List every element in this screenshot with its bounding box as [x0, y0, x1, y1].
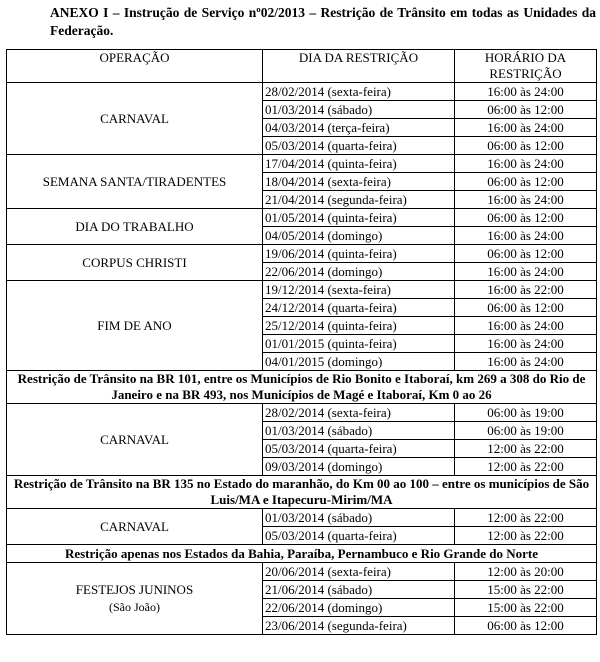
operation-cell	[7, 209, 263, 245]
restriction-hour-cell: 16:00 às 24:00	[455, 263, 597, 281]
restriction-day-cell: 23/06/2014 (segunda-feira)	[263, 617, 455, 635]
restriction-day-cell: 04/03/2014 (terça-feira)	[263, 119, 455, 137]
section-title-row	[7, 476, 597, 509]
restriction-day-cell: 01/03/2014 (sábado)	[263, 509, 455, 527]
restriction-day-cell: 01/03/2014 (sábado)	[263, 101, 455, 119]
restriction-hour-cell: 06:00 às 12:00	[455, 299, 597, 317]
restriction-hour-cell: 06:00 às 19:00	[455, 404, 597, 422]
restriction-day-cell: 05/03/2014 (quarta-feira)	[263, 440, 455, 458]
restriction-hour-cell: 06:00 às 12:00	[455, 209, 597, 227]
restriction-hour-cell: 06:00 às 12:00	[455, 617, 597, 635]
operation-cell	[7, 83, 263, 155]
restriction-hour-cell: 12:00 às 22:00	[455, 509, 597, 527]
restriction-day-cell: 22/06/2014 (domingo)	[263, 263, 455, 281]
operation-cell	[7, 281, 263, 371]
restriction-table	[6, 49, 597, 635]
section-title: Restrição de Trânsito na BR 101, entre os Municípios de Rio Bonito e Itaboraí, km 269 a 308 do Rio de Janeiro e na BR 493, nos Municípios de Magé e Itaboraí, Km 0 ao 26	[7, 371, 597, 404]
operation-cell	[7, 245, 263, 281]
operation-label: SEMANA SANTA/TIRADENTES	[42, 173, 227, 189]
table-header-row	[7, 50, 597, 83]
restriction-day-cell: 19/12/2014 (sexta-feira)	[263, 281, 455, 299]
restriction-day-cell: 22/06/2014 (domingo)	[263, 599, 455, 617]
column-header-dia: DIA DA RESTRIÇÃO	[263, 50, 455, 83]
table-row	[7, 404, 597, 422]
restriction-day-cell: 21/04/2014 (segunda-feira)	[263, 191, 455, 209]
document-heading: ANEXO I – Instrução de Serviço nº02/2013 – Restrição de Trânsito em todas as Unidades da Federação.	[50, 5, 596, 38]
restriction-day-cell: 05/03/2014 (quarta-feira)	[263, 527, 455, 545]
operation-label: CARNAVAL	[100, 518, 169, 534]
restriction-day-cell: 09/03/2014 (domingo)	[263, 458, 455, 476]
restriction-hour-cell: 15:00 às 22:00	[455, 581, 597, 599]
restriction-day-cell: 01/05/2014 (quinta-feira)	[263, 209, 455, 227]
restriction-hour-cell: 06:00 às 12:00	[455, 101, 597, 119]
table-row	[7, 563, 597, 581]
restriction-day-cell: 01/03/2014 (sábado)	[263, 422, 455, 440]
table-row	[7, 83, 597, 101]
restriction-hour-cell: 16:00 às 24:00	[455, 119, 597, 137]
table-row	[7, 509, 597, 527]
restriction-hour-cell: 16:00 às 24:00	[455, 335, 597, 353]
operation-sublabel: (São João)	[109, 600, 160, 614]
restriction-day-cell: 24/12/2014 (quarta-feira)	[263, 299, 455, 317]
restriction-hour-cell: 16:00 às 22:00	[455, 281, 597, 299]
table-row	[7, 209, 597, 227]
restriction-hour-cell: 06:00 às 12:00	[455, 137, 597, 155]
section-title-row	[7, 545, 597, 563]
operation-label: CARNAVAL	[100, 110, 169, 126]
restriction-hour-cell: 16:00 às 24:00	[455, 317, 597, 335]
table-row	[7, 281, 597, 299]
restriction-hour-cell: 12:00 às 22:00	[455, 527, 597, 545]
operation-label: DIA DO TRABALHO	[75, 218, 194, 234]
table-row	[7, 155, 597, 173]
restriction-day-cell: 28/02/2014 (sexta-feira)	[263, 404, 455, 422]
restriction-hour-cell: 12:00 às 20:00	[455, 563, 597, 581]
operation-cell	[7, 155, 263, 209]
section-title: Restrição de Trânsito na BR 135 no Estado do maranhão, do Km 00 ao 100 – entre os municípios de São Luis/MA e Itapecuru-Mirim/MA	[7, 476, 597, 509]
restriction-hour-cell: 16:00 às 24:00	[455, 191, 597, 209]
restriction-hour-cell: 06:00 às 12:00	[455, 173, 597, 191]
restriction-hour-cell: 12:00 às 22:00	[455, 458, 597, 476]
operation-cell	[7, 563, 263, 635]
operation-label: FESTEJOS JUNINOS	[75, 582, 194, 597]
restriction-hour-cell: 06:00 às 12:00	[455, 245, 597, 263]
restriction-day-cell: 28/02/2014 (sexta-feira)	[263, 83, 455, 101]
operation-label: FIM DE ANO	[97, 317, 172, 333]
restriction-hour-cell: 16:00 às 24:00	[455, 83, 597, 101]
operation-label: CORPUS CHRISTI	[82, 254, 187, 270]
column-header-horario: HORÁRIO DA RESTRIÇÃO	[455, 50, 597, 83]
column-header-operacao: OPERAÇÃO	[7, 50, 263, 83]
section-title: Restrição apenas nos Estados da Bahia, Paraíba, Pernambuco e Rio Grande do Norte	[7, 545, 597, 563]
table-row	[7, 245, 597, 263]
section-title-row	[7, 371, 597, 404]
restriction-day-cell: 05/03/2014 (quarta-feira)	[263, 137, 455, 155]
restriction-day-cell: 19/06/2014 (quinta-feira)	[263, 245, 455, 263]
operation-label: CARNAVAL	[100, 431, 169, 447]
restriction-day-cell: 18/04/2014 (sexta-feira)	[263, 173, 455, 191]
restriction-day-cell: 01/01/2015 (quinta-feira)	[263, 335, 455, 353]
restriction-day-cell: 25/12/2014 (quinta-feira)	[263, 317, 455, 335]
restriction-hour-cell: 06:00 às 19:00	[455, 422, 597, 440]
operation-cell	[7, 509, 263, 545]
restriction-day-cell: 04/01/2015 (domingo)	[263, 353, 455, 371]
restriction-day-cell: 04/05/2014 (domingo)	[263, 227, 455, 245]
restriction-hour-cell: 16:00 às 24:00	[455, 353, 597, 371]
restriction-hour-cell: 15:00 às 22:00	[455, 599, 597, 617]
restriction-day-cell: 21/06/2014 (sábado)	[263, 581, 455, 599]
operation-cell	[7, 404, 263, 476]
restriction-hour-cell: 16:00 às 24:00	[455, 227, 597, 245]
restriction-hour-cell: 16:00 às 24:00	[455, 155, 597, 173]
restriction-hour-cell: 12:00 às 22:00	[455, 440, 597, 458]
restriction-day-cell: 17/04/2014 (quinta-feira)	[263, 155, 455, 173]
restriction-day-cell: 20/06/2014 (sexta-feira)	[263, 563, 455, 581]
table-body	[7, 83, 597, 635]
